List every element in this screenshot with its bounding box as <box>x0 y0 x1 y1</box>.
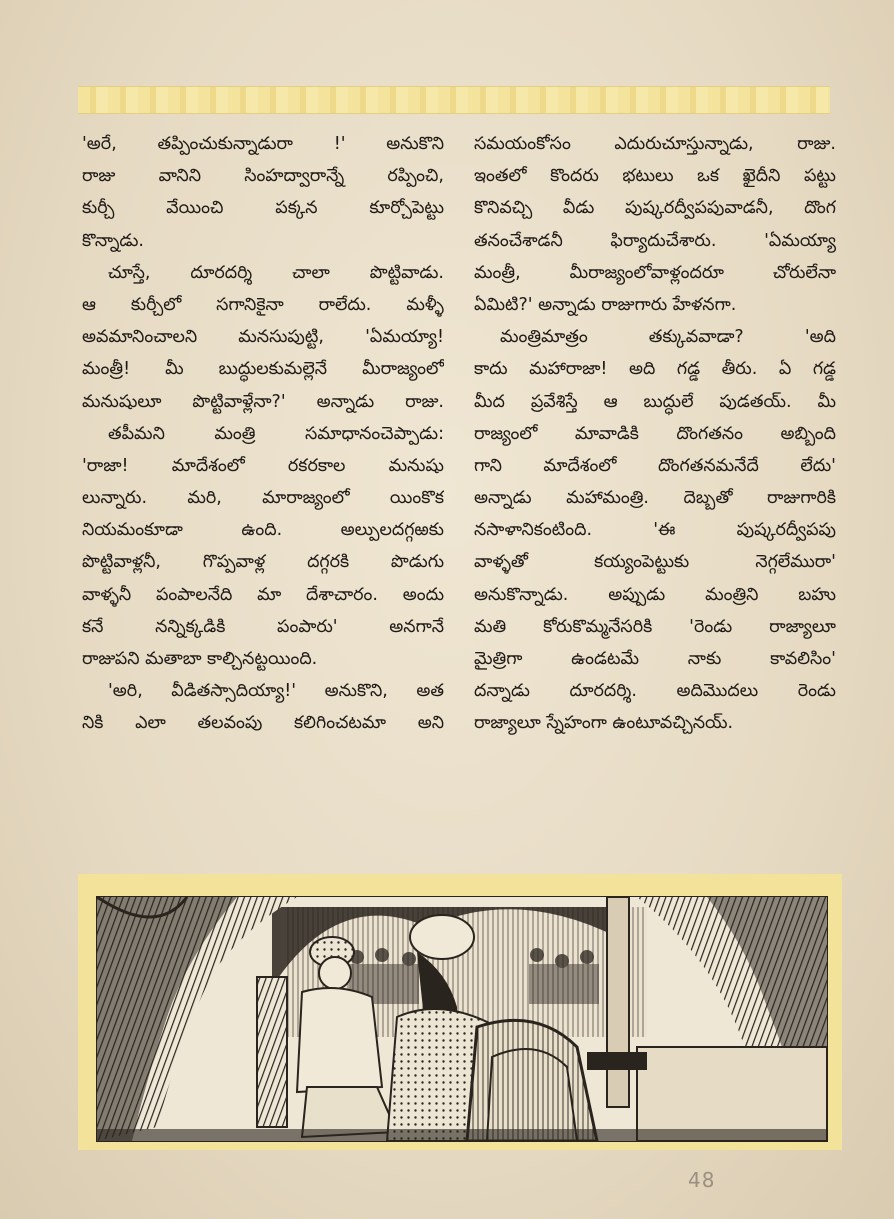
right-text-column <box>474 128 836 740</box>
text-line: గాని మాదేశంలో దొంగతనమనేదే లేదు' <box>474 455 836 476</box>
text-line: నియమంకూడా ఉంది. అల్పులదగ్గఱకు <box>82 520 444 541</box>
text-line: అన్నాడు మహామంత్రి. దెబ్బతో రాజుగారికి <box>474 488 836 509</box>
text-line: అనుకొన్నాడు. అప్పుడు మంత్రిని బహు <box>474 584 836 605</box>
text-line: మనుషులూ పొట్టివాళ్లేనా?' అన్నాడు రాజు. <box>82 391 444 412</box>
text-line: సమయంకోసం ఎదురుచూస్తున్నాడు, రాజు. <box>474 134 836 154</box>
text-line: ఇంతలో కొందరు భటులు ఒక ఖైదీని పట్టు <box>474 166 836 187</box>
text-line: రాజుపని మతాబా కాల్చినట్టయింది. <box>82 649 318 669</box>
left-text-column <box>82 128 444 740</box>
text-line: నికి ఎలా తలవంపు కలిగించటమా అని <box>82 713 444 734</box>
decorative-border-band <box>78 86 830 114</box>
text-line: 'అరే, తప్పించుకున్నాడురా !' అనుకొని <box>82 134 444 154</box>
text-line: మంత్రిమాత్రం తక్కువవాడా? 'అది <box>500 327 836 348</box>
text-line: 'అరి, వీడితస్సాదియ్యా!' అనుకొని, అత <box>108 681 444 702</box>
text-line: రాజ్యాలూ స్నేహంగా ఉంటూవచ్చినయ్. <box>474 713 734 734</box>
text-line: మతి కోరుకొమ్మనేసరికి 'రెండు రాజ్యాలూ <box>474 616 836 637</box>
page-number: 48 <box>688 1168 716 1192</box>
text-line: దన్నాడు దూరదర్శి. అదిమొదలు రెండు <box>474 681 836 702</box>
text-line: ఏమిటి?' అన్నాడు రాజుగారు హేళనగా. <box>474 294 737 315</box>
text-line: 'రాజా! మాదేశంలో రకరకాల మనుషు <box>82 455 444 476</box>
text-line: కొన్నాడు. <box>82 230 144 251</box>
text-line: కనే నన్నిక్కడికి పంపారు' అనగానే <box>82 616 444 637</box>
text-line: పొట్టివాళ్లనీ, గొప్పవాళ్ల దగ్గరకి పొడుగు <box>82 552 444 573</box>
text-line: మీద ప్రవేశిస్తే ఆ బుద్ధులే పుడతయ్. మీ <box>474 391 836 412</box>
text-line: మంత్రీ, మీరాజ్యంలోవాళ్లందరూ చోరులేనా <box>474 262 836 283</box>
text-line: మైత్రిగా ఉండటమే నాకు కావలిసిం' <box>474 649 836 669</box>
text-line: అవమానించాలని మనసుపుట్టి, 'ఏమయ్యా! <box>82 327 444 348</box>
text-line: ఆ కుర్చీలో సగానికైనా రాలేదు. మళ్ళీ <box>82 294 444 315</box>
text-line: రాజ్యంలో మావాడికి దొంగతనం అబ్బింది <box>474 423 836 444</box>
text-line: తపీమని మంత్రి సమాధానంచెప్పాడు: <box>108 423 444 444</box>
text-line: వాళ్ళనీ పంపాలనేది మా దేశాచారం. అందు <box>82 584 444 605</box>
text-line: వాళ్ళతో కయ్యంపెట్టుకు నెగ్గలేమురా' <box>474 552 836 573</box>
text-line: కొనివచ్చి వీడు పుష్కరద్వీపపువాడనీ, దొంగ <box>474 198 836 219</box>
court-illustration <box>96 896 828 1142</box>
text-line: మంత్రీ! మీ బుద్ధులకుమల్లెనే మీరాజ్యంలో <box>82 359 444 380</box>
text-line: నసాళానికంటింది. 'ఈ పుష్కరద్వీపపు <box>474 520 836 541</box>
text-line: చూస్తే, దూరదర్శి చాలా పొట్టివాడు. <box>108 262 444 283</box>
text-line: కుర్చీ వేయించి పక్కన కూర్చోపెట్టు <box>82 198 444 219</box>
text-line: రాజు వానిని సింహద్వారాన్నే రప్పించి, <box>82 166 444 187</box>
text-line: కాదు మహారాజా! అది గడ్డ తీరు. ఏ గడ్డ <box>474 359 836 380</box>
text-line: తనంచేశాడనీ ఫిర్యాదుచేశారు. 'ఏమయ్యా <box>474 230 836 251</box>
text-line: లున్నారు. మరి, మారాజ్యంలో యింకొక <box>82 488 444 509</box>
